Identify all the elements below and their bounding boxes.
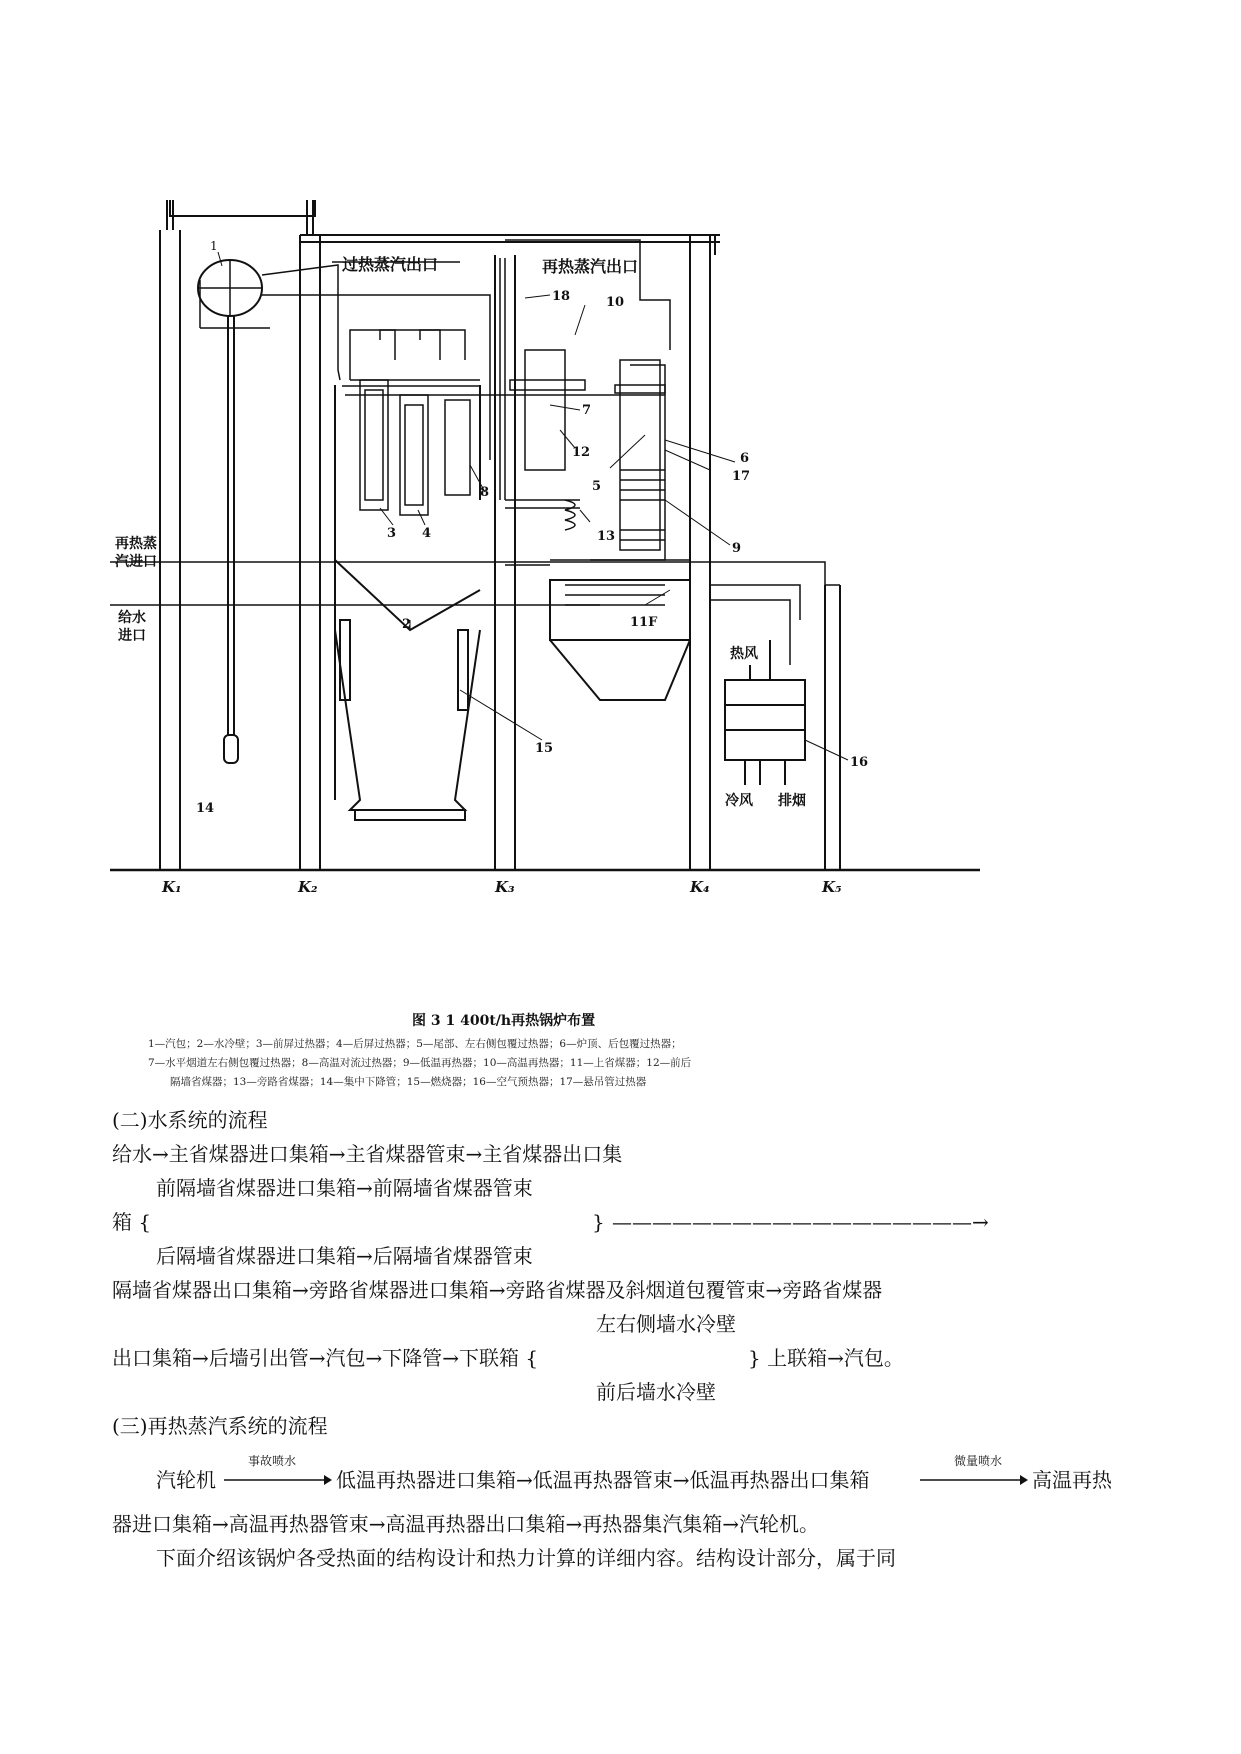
label-cold-air: 冷风	[725, 793, 753, 809]
section-heading-reheat: (三)再热蒸汽系统的流程	[112, 1414, 328, 1438]
water-flow-long-arrow: ——————————————————→	[612, 1210, 989, 1234]
label-superheat-out: 过热蒸汽出口	[342, 255, 439, 274]
reheat-flow-turbine: 汽轮机	[156, 1468, 216, 1492]
num-12: 12	[572, 445, 591, 460]
top-frame	[170, 200, 720, 255]
num-6: 6	[740, 451, 750, 466]
col-K2: K₂	[298, 878, 318, 896]
num-4: 4	[422, 526, 432, 541]
num-15: 15	[535, 741, 554, 756]
accident-spray-arrow	[222, 1452, 332, 1492]
num-9: 9	[732, 541, 742, 556]
figure-legend-line-2: 7—水平烟道左右侧包覆过热器；8—高温对流过热器；9—低温再热器；10—高温再热器；11—上省煤器；12—前后	[148, 1057, 692, 1069]
figure-legend-line-1: 1—汽包；2—水冷壁；3—前屏过热器；4—后屏过热器；5—尾部、左右侧包覆过热器；6—炉顶、后包覆过热器；	[148, 1038, 682, 1050]
num-8: 8	[480, 485, 490, 500]
downcomer	[224, 316, 238, 763]
accident-spray-label: 事故喷水	[248, 1454, 297, 1468]
label-flue: 排烟	[778, 793, 806, 809]
num-1: 1	[210, 239, 218, 253]
num-17: 17	[732, 469, 751, 484]
body-paragraph: 下面介绍该锅炉各受热面的结构设计和热力计算的详细内容。结构设计部分，属于同	[156, 1546, 896, 1570]
num-16: 16	[850, 755, 869, 770]
boiler-layout-figure	[110, 200, 980, 1000]
arrow-icon	[222, 1452, 332, 1492]
label-reheat-in-2: 汽进口	[115, 554, 157, 570]
col-K3: K₃	[495, 878, 515, 896]
arrow-icon	[918, 1452, 1028, 1492]
figure-legend-line-3: 隔墙省煤器；13—旁路省煤器；14—集中下降管；15—燃烧器；16—空气预热器；17—悬吊管过热器	[170, 1076, 647, 1088]
num-10: 10	[606, 295, 625, 310]
water-flow-front-back-wall: 前后墙水冷壁	[596, 1380, 716, 1404]
leader-lines	[218, 252, 848, 760]
num-18: 18	[552, 289, 571, 304]
figure-caption: 图 3 1 400t/h再热锅炉布置	[412, 1013, 596, 1029]
label-feed-in-2: 进口	[118, 628, 146, 644]
water-flow-line-2: 前隔墙省煤器进口集箱→前隔墙省煤器管束	[156, 1176, 533, 1200]
num-2: 2	[402, 617, 412, 632]
col-K5: K₅	[822, 878, 842, 896]
water-flow-line-7a: 出口集箱→后墙引出管→汽包→下降管→下联箱 {	[112, 1346, 539, 1370]
furnace	[335, 385, 480, 820]
water-flow-line-1: 给水→主省煤器进口集箱→主省煤器管束→主省煤器出口集	[112, 1142, 623, 1166]
section-heading-water: (二)水系统的流程	[112, 1108, 268, 1132]
water-flow-line-7b: } 上联箱→汽包。	[748, 1346, 904, 1370]
reheat-flow-line-1c: 高温再热	[1032, 1468, 1112, 1492]
label-hot-air: 热风	[730, 646, 758, 662]
col-K1: K₁	[162, 878, 182, 896]
num-14: 14	[196, 801, 215, 816]
boiler-diagram	[110, 200, 980, 1000]
col-K4: K₄	[690, 878, 710, 896]
num-11F: 11F	[630, 615, 658, 630]
water-flow-line-5: 隔墙省煤器出口集箱→旁路省煤器进口集箱→旁路省煤器及斜烟道包覆管束→旁路省煤器	[112, 1278, 883, 1302]
reheat-flow-line-2: 器进口集箱→高温再热器管束→高温再热器出口集箱→再热器集汽集箱→汽轮机。	[112, 1512, 820, 1536]
water-flow-brace-open: 箱 {	[112, 1210, 152, 1234]
label-feed-in-1: 给水	[118, 610, 146, 626]
reheat-flow-line-1b: 低温再热器进口集箱→低温再热器管束→低温再热器出口集箱	[336, 1468, 870, 1492]
water-flow-brace-close: }	[592, 1210, 605, 1234]
num-5: 5	[592, 479, 602, 494]
num-7: 7	[582, 403, 592, 418]
micro-spray-arrow	[918, 1452, 1028, 1492]
economizer-hopper	[550, 580, 690, 700]
label-reheat-out: 再热蒸汽出口	[542, 257, 639, 276]
micro-spray-label: 微量喷水	[954, 1454, 1003, 1468]
water-flow-line-4: 后隔墙省煤器进口集箱→后隔墙省煤器管束	[156, 1244, 533, 1268]
convective-pass	[345, 240, 690, 565]
water-flow-side-wall: 左右侧墙水冷壁	[596, 1312, 736, 1336]
label-reheat-in-1: 再热蒸	[115, 536, 157, 552]
num-3: 3	[387, 526, 397, 541]
num-13: 13	[597, 529, 616, 544]
platen-superheaters	[342, 330, 480, 515]
